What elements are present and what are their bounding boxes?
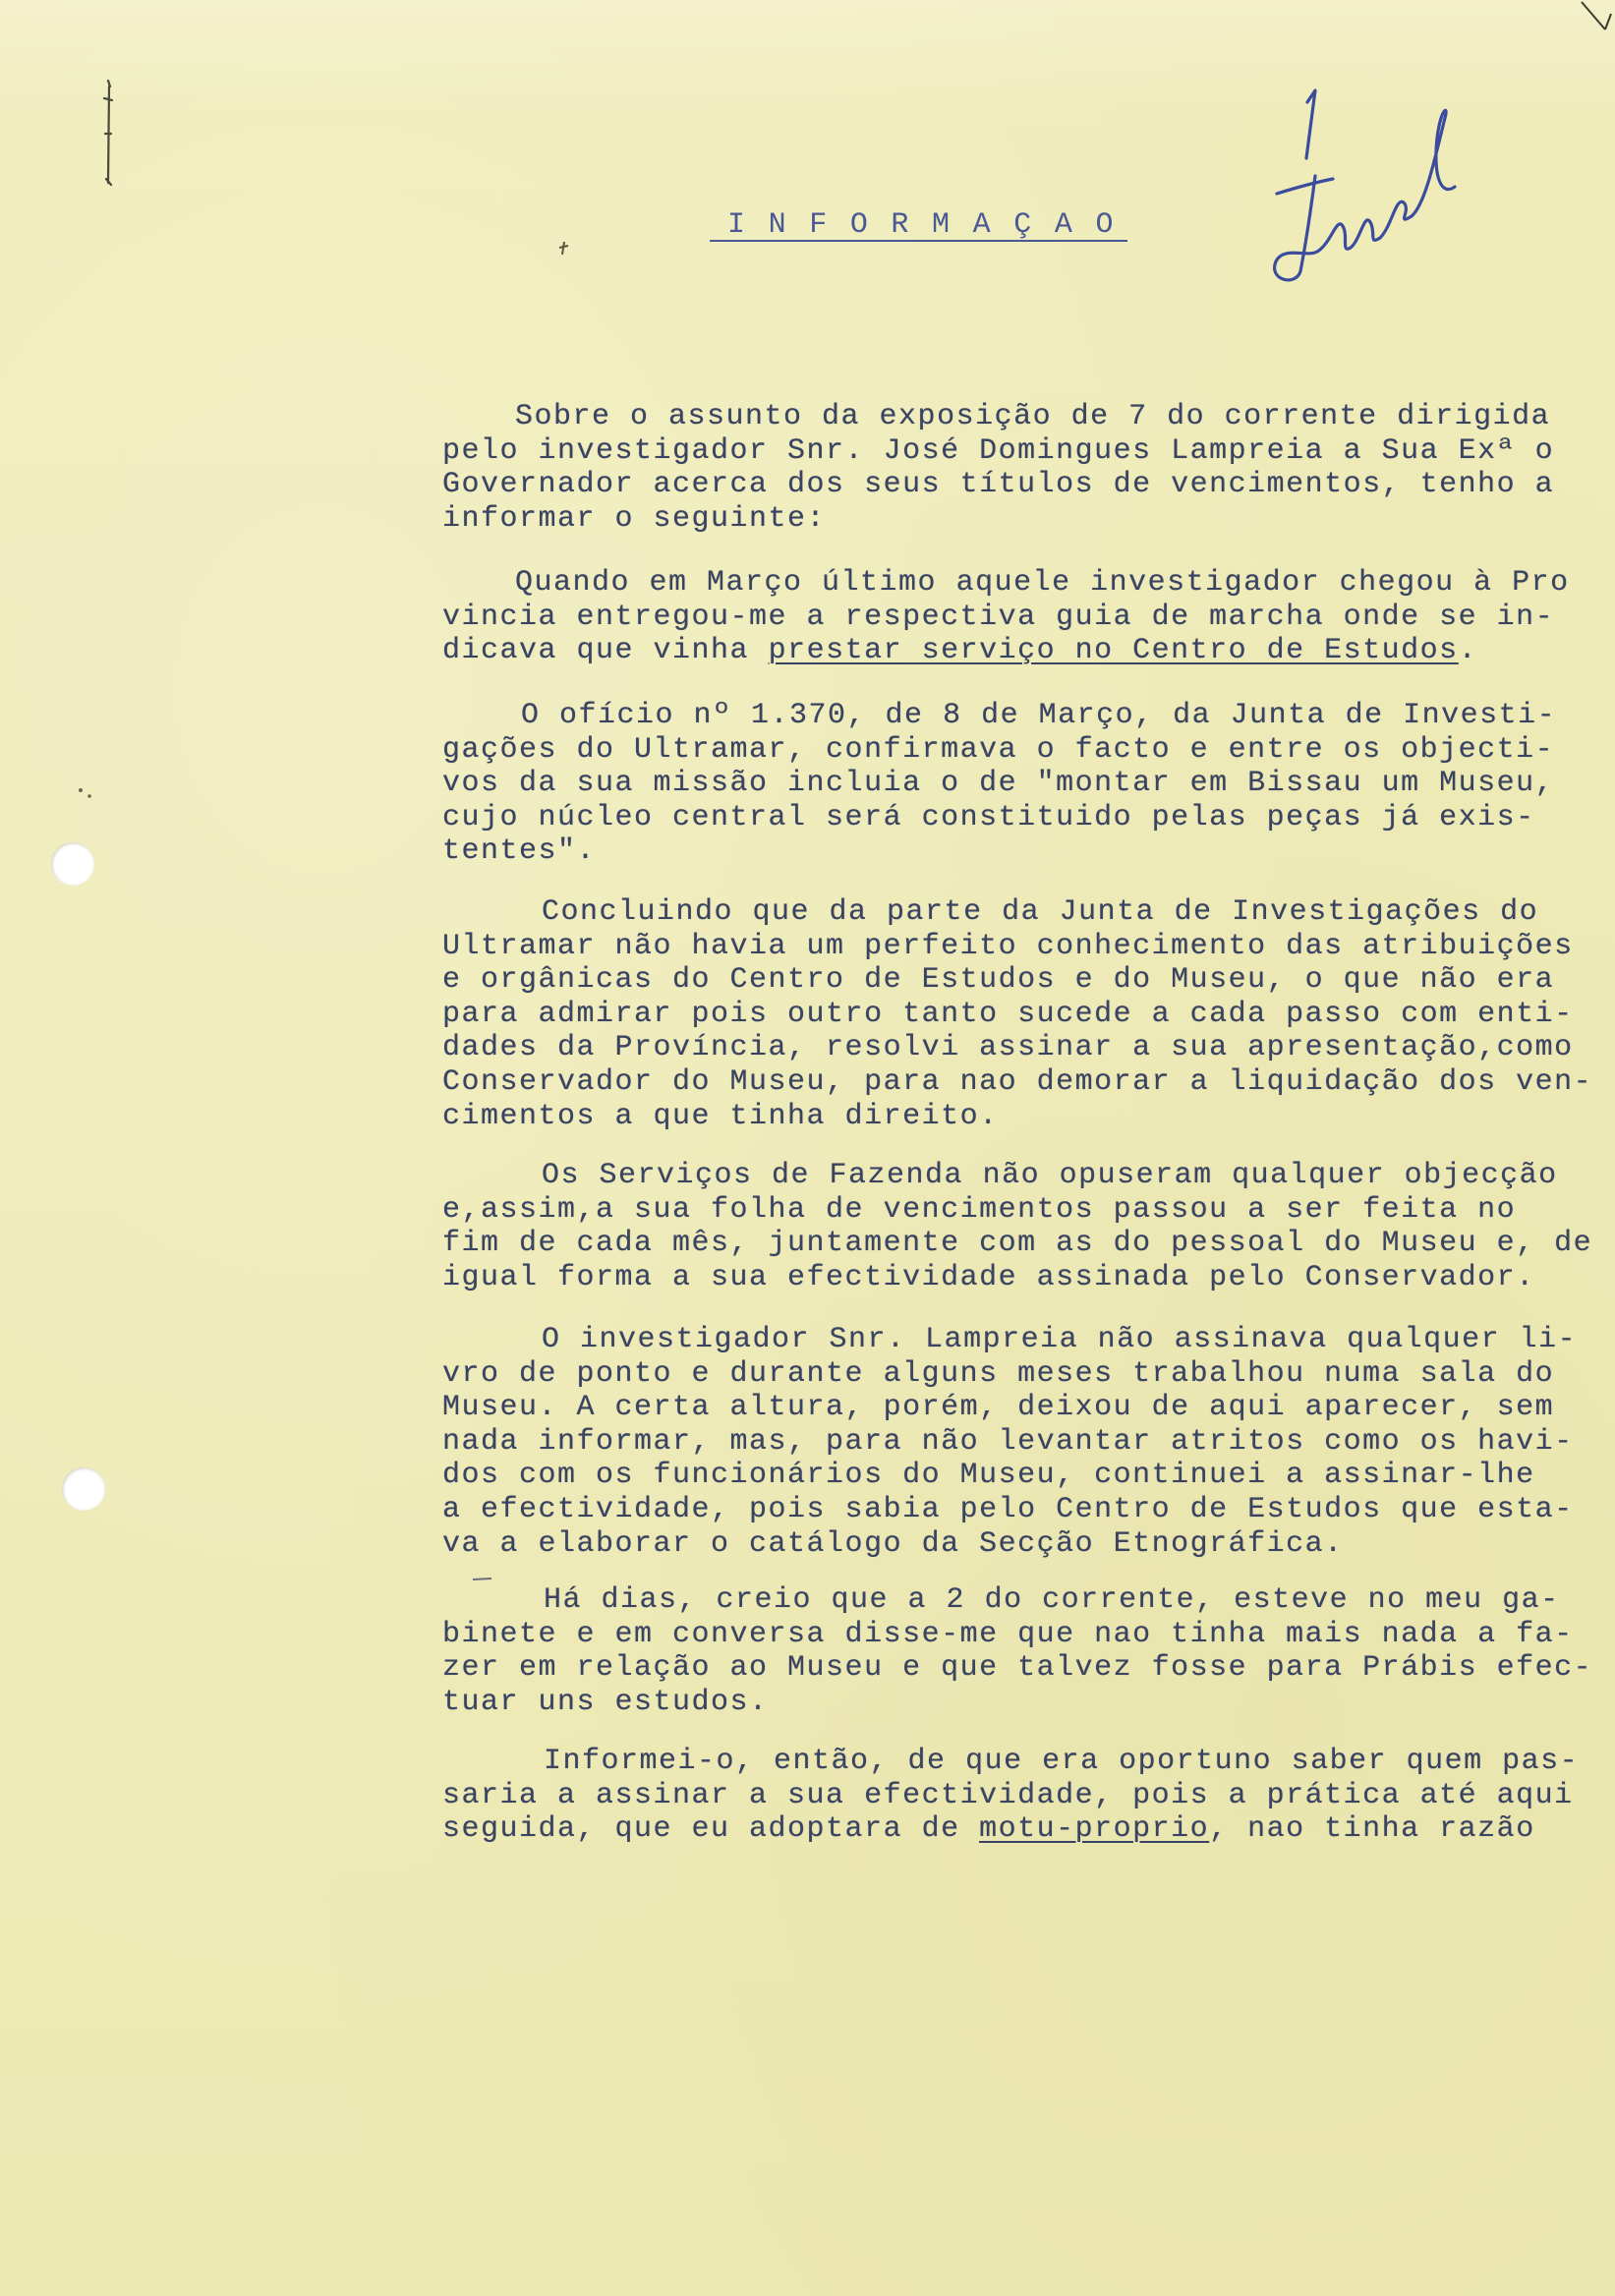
text-line: e,assim,a sua folha de vencimentos passou a ser feita no <box>442 1192 1517 1227</box>
text-line: dos com os funcionários do Museu, continuei a assinar-lhe <box>442 1459 1535 1493</box>
corner-mark <box>1578 0 1615 39</box>
text-line: Concluindo que da parte da Junta de Investigações do <box>542 895 1539 929</box>
staple-mark <box>94 77 124 190</box>
paragraph <box>442 1159 1592 1294</box>
text-line: e orgânicas do Centro de Estudos e do Museu, o que não era <box>442 963 1555 998</box>
punch-hole <box>62 1467 105 1511</box>
text-line: zer em relação ao Museu e que talvez fosse para Prábis efec- <box>442 1651 1593 1686</box>
underlined-text: motu-proprio <box>979 1812 1210 1847</box>
text-line: tentes". <box>442 834 597 869</box>
punch-hole <box>51 842 94 886</box>
paragraph <box>442 566 1570 668</box>
text-line: O investigador Snr. Lampreia não assinava qualquer li- <box>542 1323 1578 1356</box>
paragraph <box>442 699 1556 869</box>
text-line: Quando em Março último aquele investigador chegou à Pro <box>515 566 1570 600</box>
text-line <box>442 1812 1579 1847</box>
text-line: Museu. A certa altura, porém, deixou de aqui aparecer, sem <box>442 1391 1555 1425</box>
text-line: Conservador do Museu, para nao demorar a liquidação dos ven- <box>442 1064 1593 1099</box>
handwritten-signature <box>1248 79 1465 305</box>
text-line: va a elaborar o catálogo da Secção Etnográfica. <box>442 1526 1344 1561</box>
text-line: igual forma a sua efectividade assinada pelo Conservador. <box>442 1260 1535 1294</box>
text-line: cujo núcleo central será constituido pelas peças já exis- <box>442 800 1535 834</box>
text-line: cimentos a que tinha direito. <box>442 1099 999 1133</box>
margin-dots <box>75 784 98 804</box>
handwritten-number-mark <box>1306 90 1315 158</box>
paragraph <box>442 1583 1592 1719</box>
paragraph <box>442 895 1592 1133</box>
text-line: nada informar, mas, para não levantar atritos como os havi- <box>442 1424 1574 1459</box>
text-segment: seguida, que eu adoptara de <box>442 1812 980 1847</box>
text-line: saria a assinar a sua efectividade, pois a prática até aqui <box>442 1778 1574 1812</box>
text-line: binete e em conversa disse-me que nao tinha mais nada a fa- <box>442 1617 1574 1651</box>
text-line: fim de cada mês, juntamente com as do pessoal do Museu e, de <box>442 1227 1593 1261</box>
text-line: Os Serviços de Fazenda não opuseram qualquer objecção <box>542 1159 1558 1192</box>
text-line: vos da sua missão incluia o de "montar em Bissau um Museu, <box>442 767 1555 801</box>
text-line: Informei-o, então, de que era oportuno saber quem pas- <box>544 1745 1580 1778</box>
underlined-text: prestar serviço no Centro de Estudos <box>768 634 1459 668</box>
paragraph <box>442 1745 1579 1847</box>
text-line: para admirar pois outro tanto sucede a cada passo com enti- <box>442 997 1574 1031</box>
paragraph <box>442 1323 1577 1561</box>
text-line: O ofício nº 1.370, de 8 de Março, da Junta de Investi- <box>521 699 1557 732</box>
text-line: Sobre o assunto da exposição de 7 do corrente dirigida <box>515 400 1551 433</box>
ink-speck <box>556 240 572 258</box>
paragraph <box>442 400 1554 536</box>
text-line: a efectividade, pois sabia pelo Centro de Estudos que esta- <box>442 1492 1574 1526</box>
text-line <box>442 634 1570 668</box>
text-line: dades da Província, resolvi assinar a sua apresentação,como <box>442 1031 1574 1065</box>
text-segment: , nao tinha razão <box>1209 1812 1535 1847</box>
text-line: vincia entregou-me a respectiva guia de marcha onde se in- <box>442 600 1555 634</box>
text-segment: dicava que vinha <box>442 634 769 668</box>
text-line: Governador acerca dos seus títulos de vencimentos, tenho a <box>442 468 1555 502</box>
text-line: informar o seguinte: <box>442 501 827 536</box>
text-segment: . <box>1458 634 1478 668</box>
text-line: Ultramar não havia um perfeito conhecimento das atribuições <box>442 929 1574 963</box>
text-line: vro de ponto e durante alguns meses trabalhou numa sala do <box>442 1356 1555 1391</box>
text-line: gações do Ultramar, confirmava o facto e entre os objecti- <box>442 732 1555 767</box>
text-line: tuar uns estudos. <box>442 1685 769 1719</box>
text-line: Há dias, creio que a 2 do corrente, esteve no meu ga- <box>544 1583 1560 1617</box>
text-line: pelo investigador Snr. José Domingues Lampreia a Sua Exª o <box>442 433 1555 468</box>
document-title: I N F O R M A Ç A O <box>710 210 1127 242</box>
